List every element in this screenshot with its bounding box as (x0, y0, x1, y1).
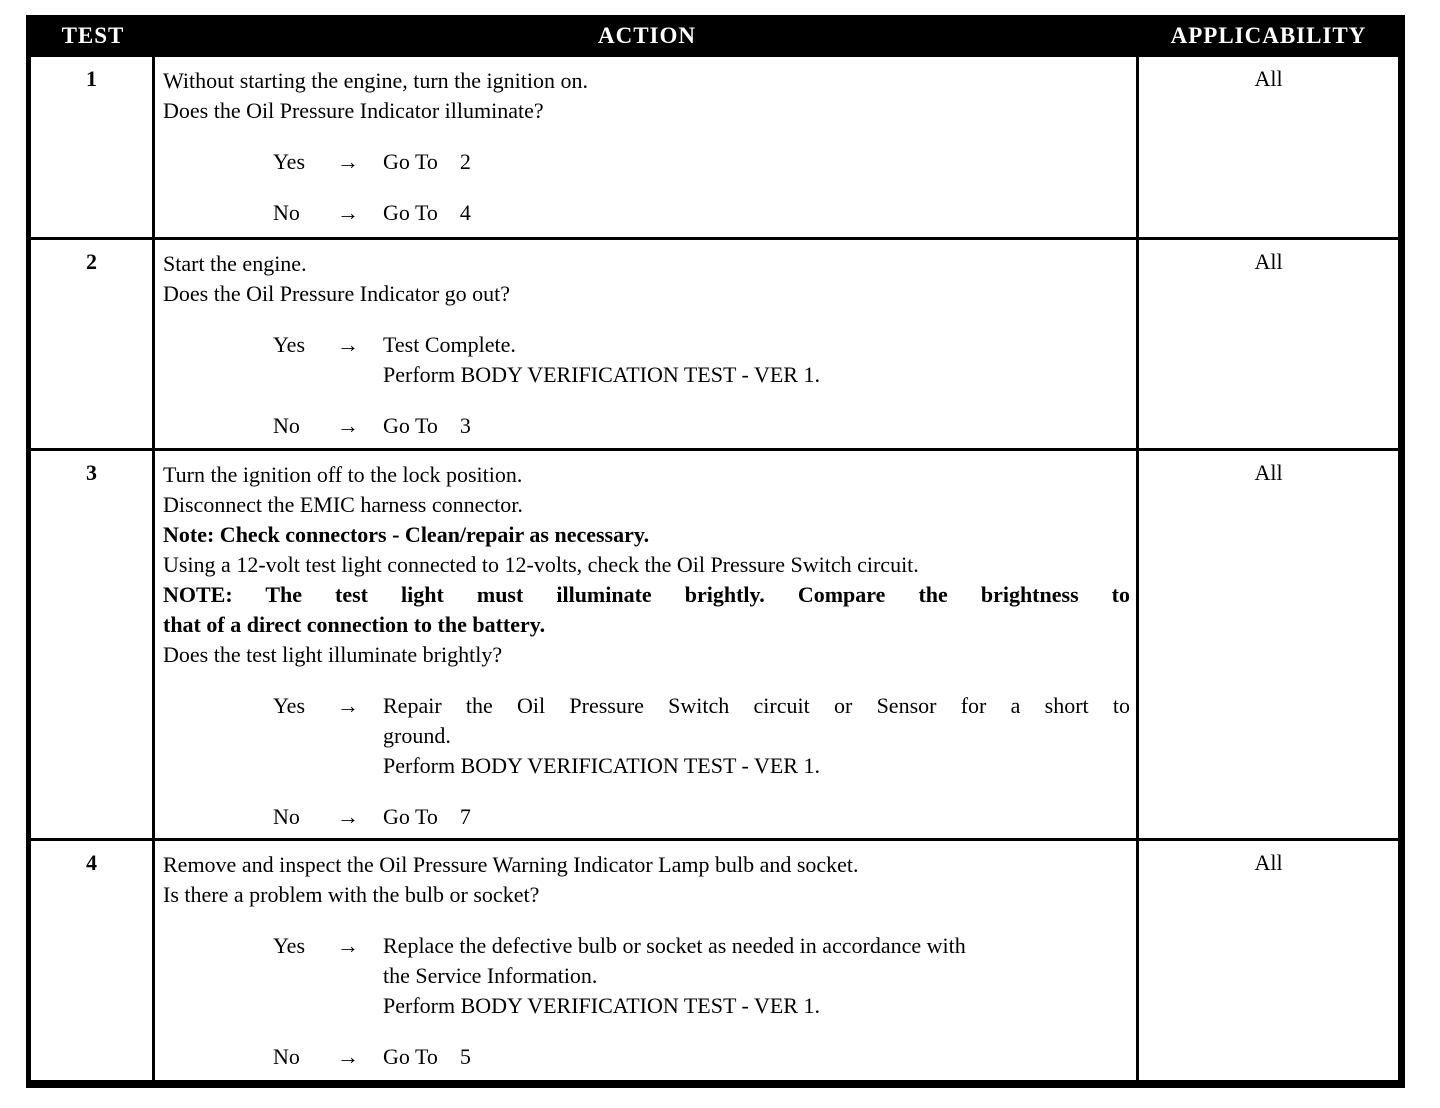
branch-result (383, 330, 1130, 390)
branch-row-yes (163, 147, 1130, 177)
result-line: Go To 2 (383, 149, 471, 174)
arrow-right-icon: → (337, 149, 359, 174)
branch-row-no (163, 411, 1130, 441)
table-body (31, 57, 1398, 1080)
action-body-line: Using a 12-volt test light connected to 12-volts, check the Oil Pressure Switch circuit. (163, 552, 919, 577)
arrow-right-icon: → (337, 804, 359, 829)
result-line: Perform BODY VERIFICATION TEST - VER 1. (383, 753, 820, 778)
branch-label: Yes (273, 332, 306, 357)
test-number-cell: 4 (31, 838, 155, 1080)
action-body-line: Note: Check connectors - Clean/repair as necessary. (163, 522, 650, 547)
branch-label: No (273, 804, 300, 829)
branch-row-yes (163, 691, 1130, 781)
result-line: Perform BODY VERIFICATION TEST - VER 1. (383, 993, 820, 1018)
arrow-right-icon: → (337, 933, 359, 958)
column-header-applicability: APPLICABILITY (1170, 23, 1367, 48)
applicability-cell: All (1254, 66, 1283, 91)
branch-result (383, 147, 1130, 177)
branch-result (383, 198, 1130, 228)
test-number-cell: 2 (31, 237, 155, 448)
action-cell (155, 448, 1139, 838)
action-cell (155, 57, 1139, 237)
arrow-right-icon: → (337, 332, 359, 357)
arrow-right-icon: → (337, 413, 359, 438)
action-body-line: Is there a problem with the bulb or socket? (163, 882, 540, 907)
branch-result (383, 802, 1130, 832)
column-header-test: TEST (61, 23, 125, 48)
action-cell (155, 838, 1139, 1080)
branch-label: No (273, 1044, 300, 1069)
result-line: Go To 4 (383, 200, 471, 225)
branch-row-no (163, 802, 1130, 832)
branch-result (383, 411, 1130, 441)
applicability-cell: All (1139, 448, 1398, 838)
table-row (31, 57, 1398, 237)
diagnostic-test-table (26, 15, 1405, 1088)
action-body-line: Does the Oil Pressure Indicator go out? (163, 281, 511, 306)
branch-result (383, 1042, 1130, 1072)
result-line: Replace the defective bulb or socket as needed in accordance with (383, 933, 966, 958)
test-number-cell: 1 (31, 57, 155, 237)
result-line: ground. (383, 723, 451, 748)
table-row (31, 237, 1398, 448)
applicability-cell: All (1139, 237, 1398, 448)
action-body-line: NOTE: The test light must illuminate brightly. Compare the brightness to (163, 582, 1130, 607)
branch-row-yes (163, 330, 1130, 390)
branch-result (383, 931, 1130, 1021)
arrow-right-icon: → (337, 693, 359, 718)
arrow-right-icon: → (337, 1044, 359, 1069)
action-cell (155, 237, 1139, 448)
result-line: the Service Information. (383, 963, 598, 988)
branch-result (383, 691, 1130, 781)
result-line: Repair the Oil Pressure Switch circuit or Sensor for a short to (383, 693, 1130, 718)
action-body-line: Remove and inspect the Oil Pressure Warning Indicator Lamp bulb and socket. (163, 852, 859, 877)
table-header-row (31, 15, 1398, 57)
result-line: Go To 5 (383, 1044, 471, 1069)
branch-row-yes (163, 931, 1130, 1021)
test-number-cell: 3 (31, 448, 155, 838)
action-body-line: Start the engine. (163, 251, 307, 276)
arrow-right-icon: → (337, 200, 359, 225)
branch-label: Yes (273, 149, 306, 174)
branch-row-no (163, 198, 1130, 228)
action-body-line: Disconnect the EMIC harness connector. (163, 492, 523, 517)
action-body-line: Turn the ignition off to the lock position. (163, 462, 523, 487)
branch-label: Yes (273, 933, 306, 958)
branch-row-no (163, 1042, 1130, 1072)
action-body-line: Does the Oil Pressure Indicator illuminate? (163, 98, 544, 123)
result-line: Go To 3 (383, 413, 471, 438)
action-body-line: Does the test light illuminate brightly? (163, 642, 503, 667)
result-line: Go To 7 (383, 804, 471, 829)
column-header-action: ACTION (597, 23, 696, 48)
table-row (31, 838, 1398, 1080)
branch-label: No (273, 200, 300, 225)
applicability-cell: All (1139, 838, 1398, 1080)
branch-label: Yes (273, 693, 306, 718)
action-body-line: Without starting the engine, turn the ignition on. (163, 68, 588, 93)
action-body-line: that of a direct connection to the battery. (163, 612, 546, 637)
result-line: Perform BODY VERIFICATION TEST - VER 1. (383, 362, 820, 387)
result-line: Test Complete. (383, 332, 516, 357)
table-row (31, 448, 1398, 838)
branch-label: No (273, 413, 300, 438)
